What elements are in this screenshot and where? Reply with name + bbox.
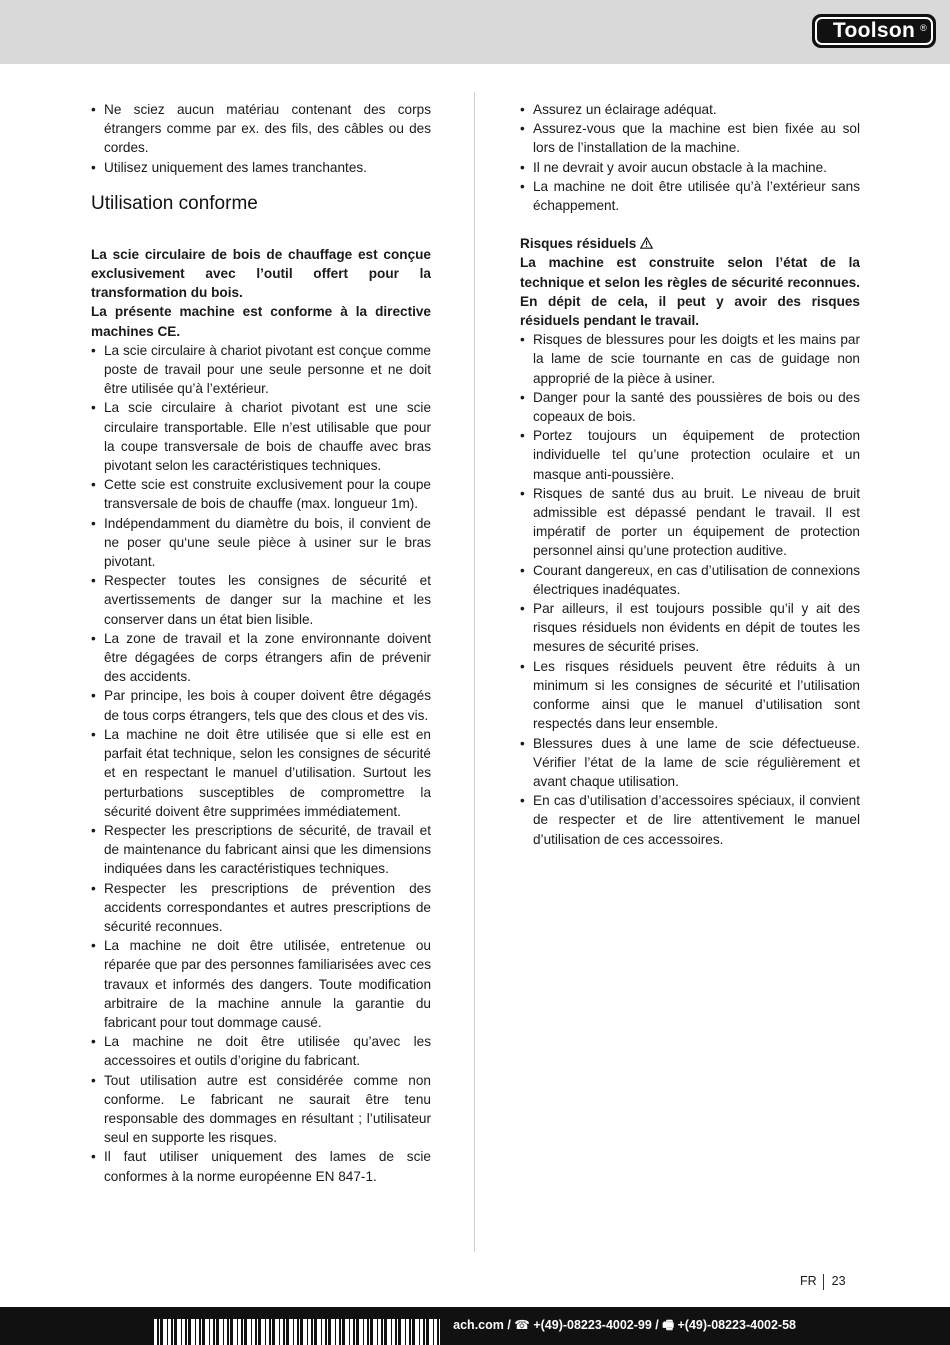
list-item: • Respecter les prescriptions de sécurité, de travail et de maintenance du fabricant ainsi que les dimensions indiquées dans les caractéristiques techniques. (91, 821, 431, 879)
barcode-graphic (154, 1319, 440, 1345)
list-item: • Respecter toutes les consignes de sécurité et avertissements de danger sur la machine et les conserver dans un état bien lisible. (91, 571, 431, 629)
risk-list (520, 330, 860, 848)
left-column (91, 100, 431, 1186)
list-item: • La machine ne doit être utilisée qu’avec les accessoires et outils d’origine du fabricant. (91, 1032, 431, 1070)
list-item: • Tout utilisation autre est considérée comme non conforme. Le fabricant ne saurait être tenu responsable des dommages en résultant ; l’utilisateur seul en supporte les risques. (91, 1071, 431, 1148)
list-item: • Courant dangereux, en cas d’utilisation de connexions électriques inadéquates. (520, 561, 860, 599)
list-item: • Les risques résiduels peuvent être réduits à un minimum si les consignes de sécurité et l’utilisation conforme ainsi que le manuel d’utilisation sont respectés dans leur ensemble. (520, 657, 860, 734)
list-item: • Par principe, les bois à couper doivent être dégagés de tous corps étrangers, tels que des clous et des vis. (91, 686, 431, 724)
list-item: • La scie circulaire à chariot pivotant est conçue comme poste de travail pour une seule personne et ne doit être utilisée qu’à l’extérieur. (91, 341, 431, 399)
intro-list (91, 100, 431, 177)
page-header (0, 0, 950, 64)
bold-intro: La présente machine est conforme à la directive machines CE. (91, 304, 431, 339)
list-item: • La zone de travail et la zone environnante doivent être dégagées de corps étrangers afin de prévenir des accidents. (91, 629, 431, 687)
column-divider (474, 92, 475, 1252)
list-item: • Ne sciez aucun matériau contenant des corps étrangers comme par ex. des fils, des câbles ou des cordes. (91, 100, 431, 158)
list-item: • Cette scie est construite exclusivement pour la coupe transversale de bois de chauffe (max. longueur 1m). (91, 475, 431, 513)
brand-name: Toolson (832, 19, 916, 42)
list-item: • Assurez un éclairage adéquat. (520, 100, 860, 119)
page-number-value: 23 (831, 1274, 846, 1288)
list-item: • Portez toujours un équipement de protection individuelle tel qu’une protection oculaire et un masque anti-poussière. (520, 426, 860, 484)
risks-title-text: Risques résiduels (520, 236, 637, 252)
list-item: • La machine ne doit être utilisée que si elle est en parfait état technique, selon les consignes de sécurité et en respectant le manuel d’utilisation. Surtout les perturbations susceptibles de compromettre la sécurité doivent être supprimées immédiatement. (91, 725, 431, 821)
warning-triangle-icon (640, 236, 653, 251)
list-item: • La machine ne doit être utilisée, entretenue ou réparée que par des personnes familiarisées avec ces travaux et informés des dangers. Toute modification arbitraire de la machine annule la garantie du fabricant pour tout dommage causé. (91, 936, 431, 1032)
page-footer (0, 1307, 950, 1345)
list-item: • Indépendamment du diamètre du bois, il convient de ne poser qu‘une seule pièce à usiner sur le bras pivotant. (91, 514, 431, 572)
right-column (520, 100, 860, 849)
list-item: • La machine ne doit être utilisée qu’à l’extérieur sans échappement. (520, 177, 860, 215)
list-item: • Blessures dues à une lame de scie défectueuse. Vérifier l’état de la lame de scie régulièrement et avant chaque utilisation. (520, 734, 860, 792)
list-item: • Utilisez uniquement des lames tranchantes. (91, 158, 431, 177)
page-number (800, 1272, 846, 1290)
list-item: • Risques de santé dus au bruit. Le niveau de bruit admissible est dépassé pendant le travail. Il est impératif de porter un équipement de protection personnel ainsi qu’une protection auditive. (520, 484, 860, 561)
list-item: • En cas d’utilisation d’accessoires spéciaux, il convient de respecter et de lire attentivement le manuel d’utilisation de ces accessoires. (520, 791, 860, 849)
registered-mark: ® (920, 23, 927, 33)
list-item: • La scie circulaire à chariot pivotant est une scie circulaire transportable. Elle n’est utilisable que pour la coupe transversale de bois de chauffe avec bras pivotant selon les caractéristiques techniques. (91, 398, 431, 475)
list-item: • Risques de blessures pour les doigts et les mains par la lame de scie tournante en cas de guidage non approprié de la pièce à usiner. (520, 330, 860, 388)
list-item: • Danger pour la santé des poussières de bois ou des copeaux de bois. (520, 388, 860, 426)
footer-contact: ach.com / ☎ +(49)-08223-4002-99 / 🖷 +(49)-08223-4002-58 (453, 1318, 796, 1332)
bold-intro: La scie circulaire de bois de chauffage est conçue exclusivement avec l’outil offert pour la transformation du bois. (91, 246, 431, 301)
list-item: • Il faut utiliser uniquement des lames de scie conformes à la norme européenne EN 847-1. (91, 1147, 431, 1185)
usage-list (91, 341, 431, 1186)
list-item: • Assurez-vous que la machine est bien fixée au sol lors de l’installation de la machine. (520, 119, 860, 157)
language-code: FR (800, 1274, 817, 1288)
setup-list (520, 100, 860, 215)
risks-title (520, 234, 860, 253)
list-item: • Par ailleurs, il est toujours possible qu’il y ait des risques résiduels non évidents en dépit de toutes les mesures de sécurité prises. (520, 599, 860, 657)
section-heading: Utilisation conforme (91, 192, 258, 214)
brand-logo (812, 14, 936, 48)
list-item: • Il ne devrait y avoir aucun obstacle à la machine. (520, 158, 860, 177)
list-item: • Respecter les prescriptions de prévention des accidents correspondantes et autres prescriptions de sécurité reconnues. (91, 879, 431, 937)
risks-intro: La machine est construite selon l’état de la technique et selon les règles de sécurité reconnues. En dépit de cela, il peut y avoir des risques résiduels pendant le travail. (520, 255, 860, 329)
